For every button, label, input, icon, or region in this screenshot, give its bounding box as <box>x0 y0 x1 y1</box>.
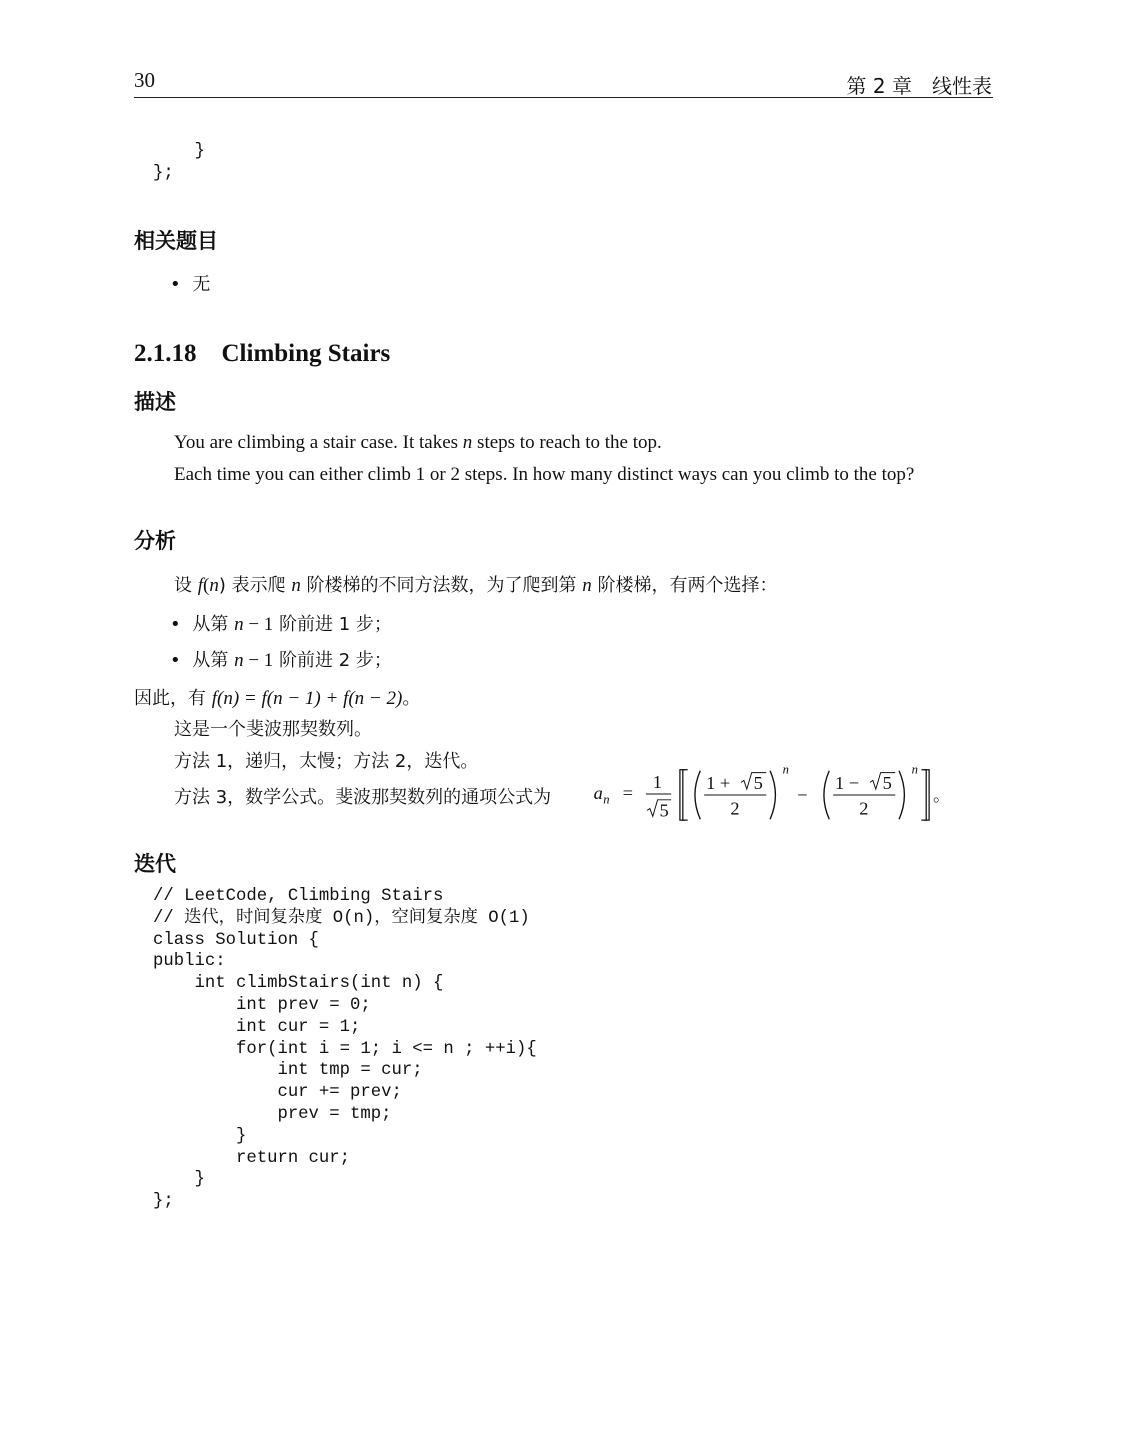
left-bracket-inner <box>683 770 688 820</box>
header-rule <box>134 97 993 98</box>
right-bracket <box>921 770 926 820</box>
description-line-2: Each time you can either climb 1 or 2 steps. In how many distinct ways can you climb to the top? <box>174 464 915 485</box>
math-var: n <box>209 575 219 596</box>
math-var: n <box>234 614 244 635</box>
math-expr: − 1 <box>243 614 274 635</box>
description-heading: 描述 <box>134 390 176 414</box>
text: 阶楼梯，有两个选择： <box>591 575 778 596</box>
paren-right <box>770 771 775 819</box>
binet-formula <box>588 762 958 826</box>
text: 设 <box>174 575 198 596</box>
term2-den: 2 <box>859 798 869 819</box>
math-var: n <box>582 575 592 596</box>
related-heading: 相关题目 <box>134 229 218 253</box>
text: You are climbing a stair case. It takes <box>174 432 463 453</box>
analysis-fib-line: 这是一个斐波那契数列。 <box>174 719 372 740</box>
text: 阶楼梯的不同方法数，为了爬到第 <box>300 575 583 596</box>
text: 。 <box>402 688 421 709</box>
text: steps to reach to the top. <box>472 432 662 453</box>
page-number: 30 <box>134 68 155 92</box>
term2-exp: n <box>911 762 918 777</box>
chapter-title: 第 2 章 线性表 <box>846 74 992 98</box>
text: 从第 <box>192 650 235 671</box>
paren-left <box>824 771 829 819</box>
formula-equals: = <box>622 782 634 803</box>
term2-sqrt5: 5 <box>882 773 892 794</box>
formula-one: 1 <box>652 772 662 793</box>
math-paren: ( <box>203 575 210 596</box>
term1-num: 1 + <box>706 773 731 794</box>
bullet-icon: • <box>170 650 181 671</box>
code-block-iteration: // LeetCode, Climbing Stairs // 迭代，时间复杂度 O(n)，空间复杂度 O(1) class Solution { public: int climbStairs(int n) { int prev = 0; int cur = 1; for(int i = 1; i <= n ; ++i){ int tmp = cur; cur += prev; prev = tmp; } return cur; } }; <box>153 887 537 1212</box>
text: 因此，有 <box>134 688 212 709</box>
term1-exp: n <box>782 762 789 777</box>
bullet-icon: • <box>170 274 181 295</box>
math-var: n <box>234 650 244 671</box>
bullet-icon: • <box>170 614 181 635</box>
related-list-item <box>170 270 210 296</box>
term1-sqrt5: 5 <box>753 773 763 794</box>
term1-den: 2 <box>730 798 740 819</box>
math-var: f <box>197 575 204 596</box>
text: 阶前进 2 步； <box>273 650 392 671</box>
formula-end: 。 <box>933 785 951 806</box>
formula-minus: − <box>797 784 808 805</box>
paren-right <box>899 771 904 819</box>
text: ) 表示爬 <box>218 575 292 596</box>
formula-sub: n <box>603 792 610 807</box>
text: 从第 <box>192 614 235 635</box>
analysis-method3-line: 方法 3，数学公式。斐波那契数列的通项公式为 <box>174 787 552 808</box>
analysis-therefore <box>134 684 420 710</box>
iteration-heading: 迭代 <box>134 852 176 876</box>
math-expr: − 1 <box>243 650 274 671</box>
formula-lhs: a <box>593 782 603 803</box>
math-var: n <box>462 432 473 453</box>
paren-left <box>695 771 700 819</box>
analysis-bullet-2 <box>170 646 392 672</box>
analysis-bullet-1 <box>170 610 392 636</box>
formula-sqrt5: 5 <box>659 800 669 821</box>
related-item-text: 无 <box>192 274 211 295</box>
description-line-1 <box>174 432 662 454</box>
analysis-intro <box>174 571 778 597</box>
term2-num: 1 − <box>835 773 860 794</box>
analysis-methods-line: 方法 1，递归，太慢；方法 2，迭代。 <box>174 751 479 772</box>
recurrence-formula: f(n) = f(n − 1) + f(n − 2) <box>211 688 403 709</box>
text: 阶前进 1 步； <box>273 614 392 635</box>
section-title: 2.1.18 Climbing Stairs <box>134 340 391 367</box>
analysis-heading: 分析 <box>134 529 176 553</box>
math-var: n <box>291 575 301 596</box>
code-block-tail: } }; <box>153 142 205 183</box>
